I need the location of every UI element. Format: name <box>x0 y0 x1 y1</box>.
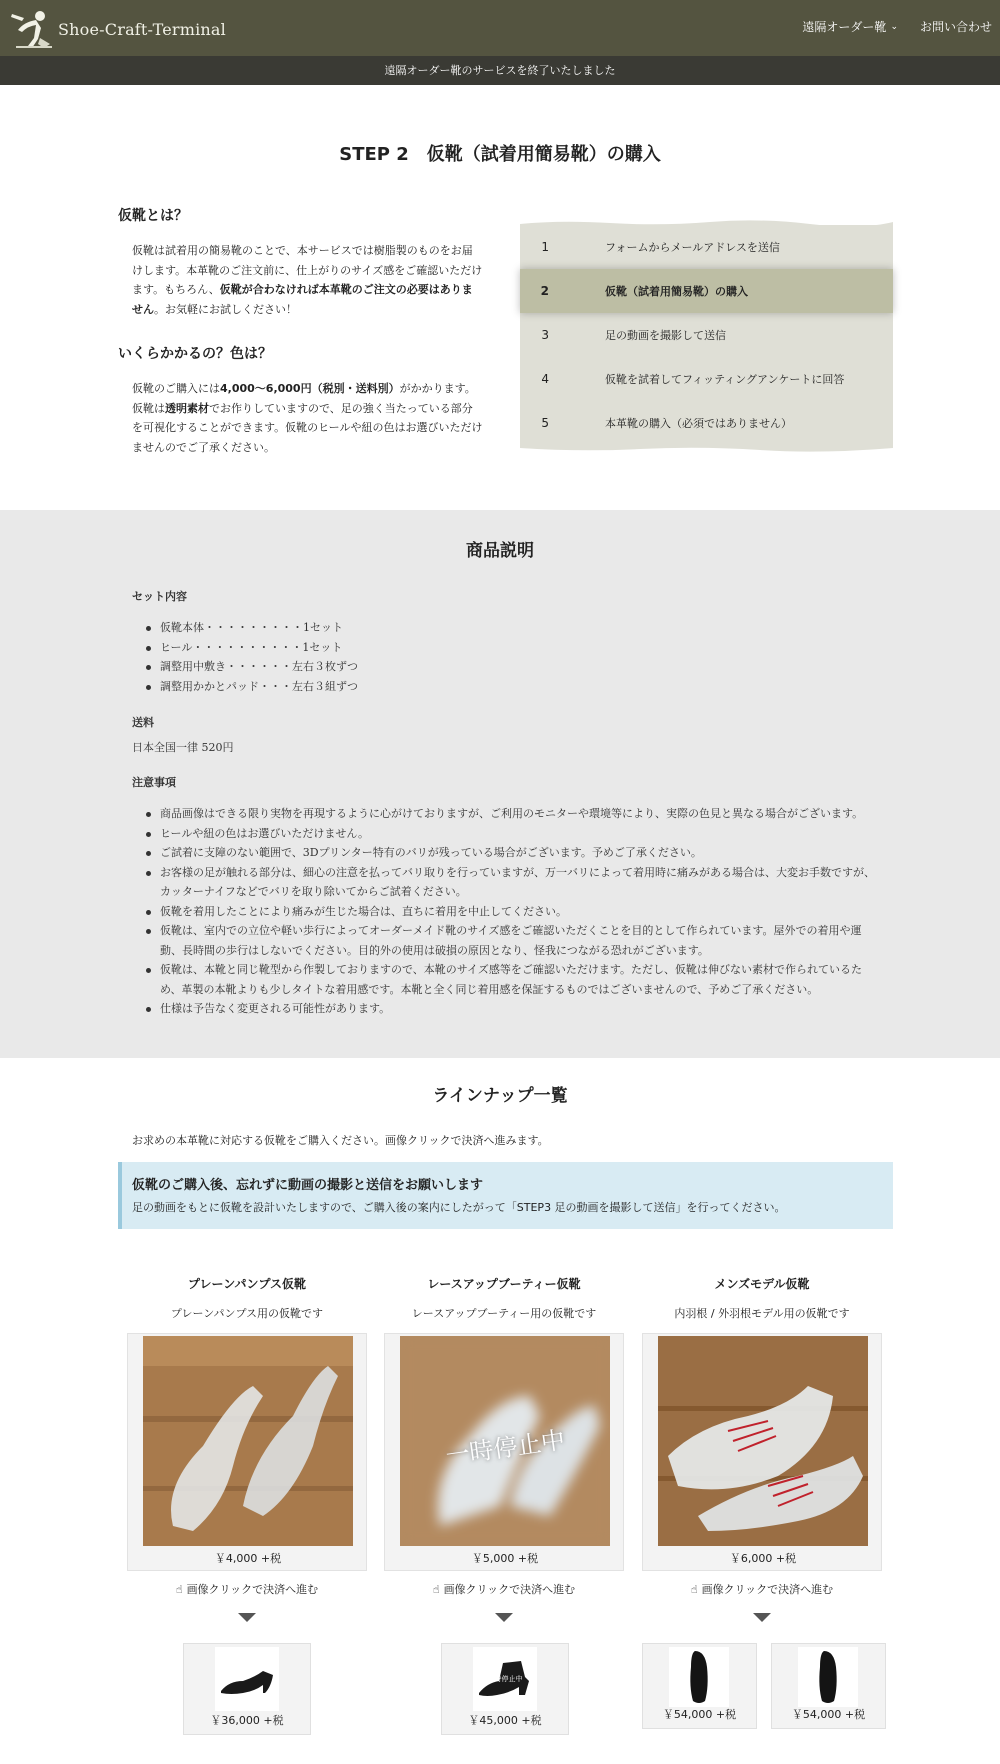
pointer-hand-icon: ☝ <box>690 1582 698 1596</box>
material-text-bold: 透明素材 <box>165 401 209 415</box>
main-nav <box>802 18 992 35</box>
related-product-mens-1[interactable] <box>642 1643 757 1729</box>
nav-contact[interactable] <box>920 18 992 35</box>
price-text-1: 仮靴のご購入には <box>132 382 220 395</box>
step-label: 仮靴を試着してフィッティングアンケートに回答 <box>605 373 845 386</box>
step-item-3 <box>520 313 893 357</box>
set-contents-list <box>132 618 882 696</box>
click-hint <box>127 1581 367 1597</box>
nav-contact-label: お問い合わせ <box>919 20 992 34</box>
step-item-4 <box>520 357 893 401</box>
pointer-hand-icon: ☝ <box>432 1582 440 1596</box>
clear-pumps-photo <box>143 1336 353 1546</box>
product-mens-model <box>642 1275 882 1622</box>
list-item: 商品画像はできる限り実物を再現するように心がけておりますが、ご利用のモニターや環境等により、実際の色見と異なる場合がございます。 <box>132 804 882 824</box>
step-label: フォームからメールアドレスを送信 <box>605 241 780 254</box>
list-item: お客様の足が触れる部分は、細心の注意を払ってバリ取りを行っていますが、万一バリによって着用時に痛みがある場合は、大変お手数ですが、カッターナイフなどでバリを取り除いてからご試着ください。 <box>132 863 882 902</box>
about-text-1: 仮靴は試着用の簡易靴のことで、本サービスでは樹脂製のものをお届けします。本革靴のご注文前に、仕上がりのサイズ感をご確認いただけます。もちろん、 <box>132 244 483 296</box>
service-ended-notice: 遠隔オーダー靴のサービスを終了いたしました <box>0 56 1000 85</box>
step-item-2-active <box>520 269 893 313</box>
step-number: 2 <box>540 284 549 298</box>
about-text-2: 。お気軽にお試しください！ <box>154 302 297 316</box>
click-hint-text: 画像クリックで決済へ進む <box>701 1583 834 1596</box>
paused-badge: 一時停止中 <box>487 1675 523 1683</box>
product-subtitle: プレーンパンプス用の仮靴です <box>170 1307 324 1320</box>
related-price: ￥54,000 +税 <box>791 1708 866 1721</box>
step-number: 4 <box>541 372 549 386</box>
shoemaker-logo-icon <box>10 8 54 50</box>
paused-overlay-text: 一時停止中 <box>443 1425 567 1471</box>
step-list <box>520 225 893 447</box>
arrow-down-icon <box>495 1613 513 1622</box>
step-item-5 <box>520 401 893 445</box>
arrow-down-icon <box>238 1613 256 1622</box>
arrow-down-icon <box>753 1613 771 1622</box>
black-derby-photo <box>798 1647 858 1707</box>
chevron-down-icon: ⌄ <box>890 21 898 32</box>
product-image-link[interactable] <box>642 1333 882 1571</box>
about-text-bold: 仮靴が合わなければ本革靴のご注文の必要はありません <box>132 283 473 316</box>
site-logo[interactable] <box>10 8 226 50</box>
about-section <box>118 205 483 475</box>
list-item: 仮靴は、室内での立位や軽い歩行によってオーダーメイド靴のサイズ感をご確認いただくことを目的として作られています。屋外での着用や運動、長時間の歩行はしないでください。目的外の使用は破損の原因となり、怪我につながる恐れがございます。 <box>132 921 882 960</box>
step-label: 足の動画を撮影して送信 <box>605 329 726 342</box>
price-text-3: でお作りしていますので、足の強く当たっている部分を可視化することができます。仮靴のヒールや紐の色はお選びいただけませんのでご了承ください。 <box>132 401 483 454</box>
click-hint-text: 画像クリックで決済へ進む <box>443 1583 576 1596</box>
list-item: 仮靴は、本靴と同じ靴型から作製しておりますので、本靴のサイズ感等をご確認いただけます。ただし、仮靴は伸びない素材で作られているため、革製の本靴よりも少しタイトな着用感です。本靴と全く同じ着用感を保証するものではございませんので、予めご了承ください。 <box>132 960 882 999</box>
list-item: 仮靴を着用したことにより痛みが生じた場合は、直ちに着用を中止してください。 <box>132 902 882 922</box>
alert-title: 仮靴のご購入後、忘れずに動画の撮影と送信をお願いします <box>132 1178 484 1193</box>
list-item: ヒール・・・・・・・・・・1セット <box>132 638 882 658</box>
shipping-text: 日本全国一律 520円 <box>132 741 234 754</box>
related-price: ￥45,000 +税 <box>468 1714 542 1727</box>
nav-remote-order-label: 遠隔オーダー靴 <box>802 20 887 34</box>
product-description-section <box>0 510 1000 1058</box>
product-laceup-bootie <box>384 1275 624 1622</box>
pointer-hand-icon: ☝ <box>175 1582 183 1596</box>
step-number: 3 <box>541 328 549 342</box>
torn-edge-decoration <box>520 443 893 453</box>
set-contents-label: セット内容 <box>132 590 187 603</box>
click-hint <box>384 1581 624 1597</box>
price-text-bold: 4,000〜6,000円（税別・送料別） <box>220 382 400 395</box>
list-item: 仮靴本体・・・・・・・・・1セット <box>132 618 882 638</box>
black-bootie-photo <box>473 1647 537 1711</box>
site-header <box>0 0 1000 56</box>
product-price: ￥4,000 +税 <box>214 1552 282 1565</box>
mens-clear-shoes-photo <box>658 1336 868 1546</box>
description-body <box>132 588 882 1037</box>
product-image-link[interactable] <box>384 1333 624 1571</box>
product-name: プレーンパンプス仮靴 <box>188 1277 306 1291</box>
product-price: ￥6,000 +税 <box>729 1552 797 1565</box>
blurred-bootie-photo <box>400 1336 610 1546</box>
shipping-label: 送料 <box>132 716 154 729</box>
product-subtitle: 内羽根 / 外羽根モデル用の仮靴です <box>674 1307 850 1320</box>
notes-label: 注意事項 <box>132 776 176 789</box>
product-price: ￥5,000 +税 <box>471 1552 539 1565</box>
related-product-bootie[interactable] <box>441 1643 569 1735</box>
logo-text: Shoe-Craft-Terminal <box>58 19 226 39</box>
product-plain-pumps <box>127 1275 367 1622</box>
lineup-intro: お求めの本革靴に対応する仮靴をご購入ください。画像クリックで決済へ進みます。 <box>132 1134 549 1147</box>
product-image-link[interactable] <box>127 1333 367 1571</box>
list-item: 仕様は予告なく変更される可能性があります。 <box>132 999 882 1019</box>
product-subtitle: レースアップブーティー用の仮靴です <box>411 1307 597 1320</box>
lineup-title: ラインナップ一覧 <box>432 1086 568 1106</box>
step-number: 5 <box>541 416 549 430</box>
related-price: ￥54,000 +税 <box>662 1708 737 1721</box>
alert-text: 足の動画をもとに仮靴を設計いたしますので、ご購入後の案内にしたがって「STEP3 足の動画を撮影して送信」を行ってください。 <box>132 1201 786 1214</box>
step-label: 仮靴（試着用簡易靴）の購入 <box>605 285 748 298</box>
list-item: ご試着に支障のない範囲で、3Dプリンター特有のバリが残っている場合がございます。予めご了承ください。 <box>132 843 882 863</box>
step-label: 本革靴の購入（必須ではありません） <box>605 417 792 430</box>
price-paragraph <box>118 379 483 457</box>
black-pump-photo <box>215 1647 279 1711</box>
related-product-mens-2[interactable] <box>771 1643 886 1729</box>
step-number: 1 <box>541 240 549 254</box>
price-text-2: がかかります。仮靴は <box>132 382 476 415</box>
product-name: メンズモデル仮靴 <box>714 1277 810 1291</box>
page-title: STEP 2 仮靴（試着用簡易靴）の購入 <box>339 144 661 165</box>
about-paragraph <box>118 241 483 319</box>
list-item: 調整用中敷き・・・・・・左右３枚ずつ <box>132 657 882 677</box>
click-hint <box>642 1581 882 1597</box>
about-heading: 仮靴とは？ <box>118 208 188 224</box>
nav-remote-order[interactable] <box>802 18 898 35</box>
step-item-1 <box>520 225 893 269</box>
notes-list <box>132 804 882 1019</box>
list-item: 調整用かかとパッド・・・左右３組ずつ <box>132 677 882 697</box>
related-price: ￥36,000 +税 <box>210 1714 284 1727</box>
price-heading: いくらかかるの？色は？ <box>118 346 272 362</box>
video-reminder-alert <box>118 1162 893 1229</box>
list-item: ヒールや紐の色はお選びいただけません。 <box>132 824 882 844</box>
product-name: レースアップブーティー仮靴 <box>427 1277 581 1291</box>
click-hint-text: 画像クリックで決済へ進む <box>186 1583 319 1596</box>
black-oxford-photo <box>669 1647 729 1707</box>
related-product-pumps[interactable] <box>183 1643 311 1735</box>
description-title: 商品説明 <box>466 541 534 561</box>
